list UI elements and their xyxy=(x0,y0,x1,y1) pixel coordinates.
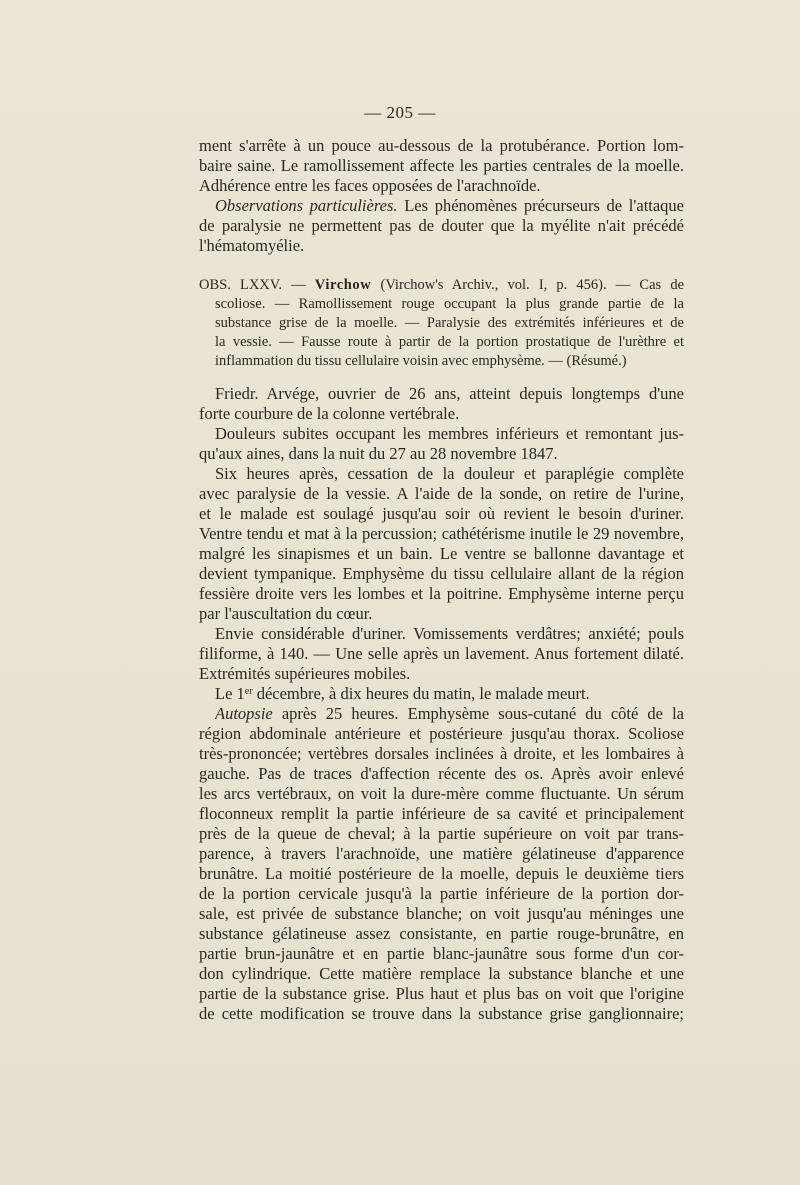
text-line: substance grise de la moelle. — Paralysie des extrémités inférieures et de xyxy=(215,315,684,331)
text-line xyxy=(215,704,684,724)
text-span: décembre, à dix heures du matin, le malade meurt. xyxy=(252,684,590,703)
text-line: très-prononcée; vertèbres dorsales inclinées à droite, et les lombaires à xyxy=(199,744,684,763)
text-line xyxy=(215,196,684,216)
text-line: Douleurs subites occupant les membres inférieurs et remontant jus- xyxy=(215,424,684,443)
observation-heading xyxy=(199,276,684,295)
obs-reference: (Virchow's Archiv., vol. I, p. 456). — Cas de xyxy=(371,277,684,293)
text-line: et le malade est soulagé jusqu'au soir où revient le besoin d'uriner. xyxy=(199,504,684,523)
text-line: devient tympanique. Emphysème du tissu cellulaire allant de la région xyxy=(199,564,684,583)
text-line: parence, à travers l'arachnoïde, une matière gélatineuse d'apparence xyxy=(199,844,684,863)
text-line: scoliose. — Ramollissement rouge occupant la plus grande partie de la xyxy=(215,296,684,312)
text-line xyxy=(215,684,684,704)
text-line: ment s'arrête à un pouce au-dessous de la protubérance. Portion lom- xyxy=(199,136,684,155)
text-line: l'hématomyélie. xyxy=(199,236,305,255)
text-line: Six heures après, cessation de la douleur et paraplégie complète xyxy=(215,464,684,483)
text-line: de paralysie ne permettent pas de douter que la myélite n'ait précédé xyxy=(199,216,684,235)
text-line: filiforme, à 140. — Une selle après un lavement. Anus fortement dilaté. xyxy=(199,644,684,663)
superscript: er xyxy=(244,686,253,697)
italic-heading: Autopsie xyxy=(215,704,273,723)
text-line: gauche. Pas de traces d'affection récente des os. Après avoir enlevé xyxy=(199,764,684,783)
text-line: la vessie. — Fausse route à partir de la portion prostatique de l'urèthre et xyxy=(215,334,684,350)
text-line: fessière droite vers les lombes et la poitrine. Emphysème interne perçu xyxy=(199,584,684,603)
text-line: partie brun-jaunâtre et en partie blanc-jaunâtre sous forme d'un cor- xyxy=(199,944,684,963)
text-line: Extrémités supérieures mobiles. xyxy=(199,664,411,683)
text-line: région abdominale antérieure et postérieure jusqu'au thorax. Scoliose xyxy=(199,724,684,743)
text-line: inflammation du tissu cellulaire voisin avec emphysème. — (Résumé.) xyxy=(215,353,627,369)
text-line: près de la queue de cheval; à la partie supérieure on voit par trans- xyxy=(199,824,684,843)
text-line: par l'auscultation du cœur. xyxy=(199,604,373,623)
text-line: Adhérence entre les faces opposées de l'arachnoïde. xyxy=(199,176,541,195)
page-number: — 205 — xyxy=(364,103,436,122)
text-line: sale, est privée de substance blanche; on voit jusqu'au méninges une xyxy=(199,904,684,923)
text-span: Les phénomènes précurseurs de l'attaque xyxy=(397,196,684,215)
obs-number: OBS. LXXV. — xyxy=(199,277,315,293)
text-line: floconneux remplit la partie inférieure de sa cavité et principalement xyxy=(199,804,684,823)
text-line: Ventre tendu et mat à la percussion; cathétérisme inutile le 29 novembre, xyxy=(199,524,684,543)
obs-author: Virchow xyxy=(314,277,372,293)
text-line: malgré les sinapismes et un bain. Le ventre se ballonne davantage et xyxy=(199,544,684,563)
text-line: brunâtre. La moitié postérieure de la moelle, depuis le deuxième tiers xyxy=(199,864,684,883)
text-line: forte courbure de la colonne vertébrale. xyxy=(199,404,460,423)
text-line: les arcs vertébraux, on voit la dure-mère comme fluctuante. Un sérum xyxy=(199,784,684,803)
text-line: Friedr. Arvége, ouvrier de 26 ans, atteint depuis longtemps d'une xyxy=(215,384,684,403)
text-line: qu'aux aines, dans la nuit du 27 au 28 novembre 1847. xyxy=(199,444,558,463)
text-line: don cylindrique. Cette matière remplace la substance blanche et une xyxy=(199,964,684,983)
text-line: substance gélatineuse assez consistante, en partie rouge-brunâtre, en xyxy=(199,924,684,943)
text-line: avec paralysie de la vessie. A l'aide de la sonde, on retire de l'urine, xyxy=(199,484,684,503)
text-line: partie de la substance grise. Plus haut et plus bas on voit que l'origine xyxy=(199,984,684,1003)
text-line: de cette modification se trouve dans la substance grise ganglionnaire; xyxy=(199,1004,684,1023)
italic-heading: Observations particulières. xyxy=(215,196,398,215)
text-line: baire saine. Le ramollissement affecte les parties centrales de la moelle. xyxy=(199,156,684,175)
text-line: Envie considérable d'uriner. Vomissements verdâtres; anxiété; pouls xyxy=(215,624,684,643)
text-span: après 25 heures. Emphysème sous-cutané du côté de la xyxy=(272,704,684,723)
text-line: de la portion cervicale jusqu'à la partie inférieure de la portion dor- xyxy=(199,884,684,903)
text-span: Le 1 xyxy=(215,684,245,703)
